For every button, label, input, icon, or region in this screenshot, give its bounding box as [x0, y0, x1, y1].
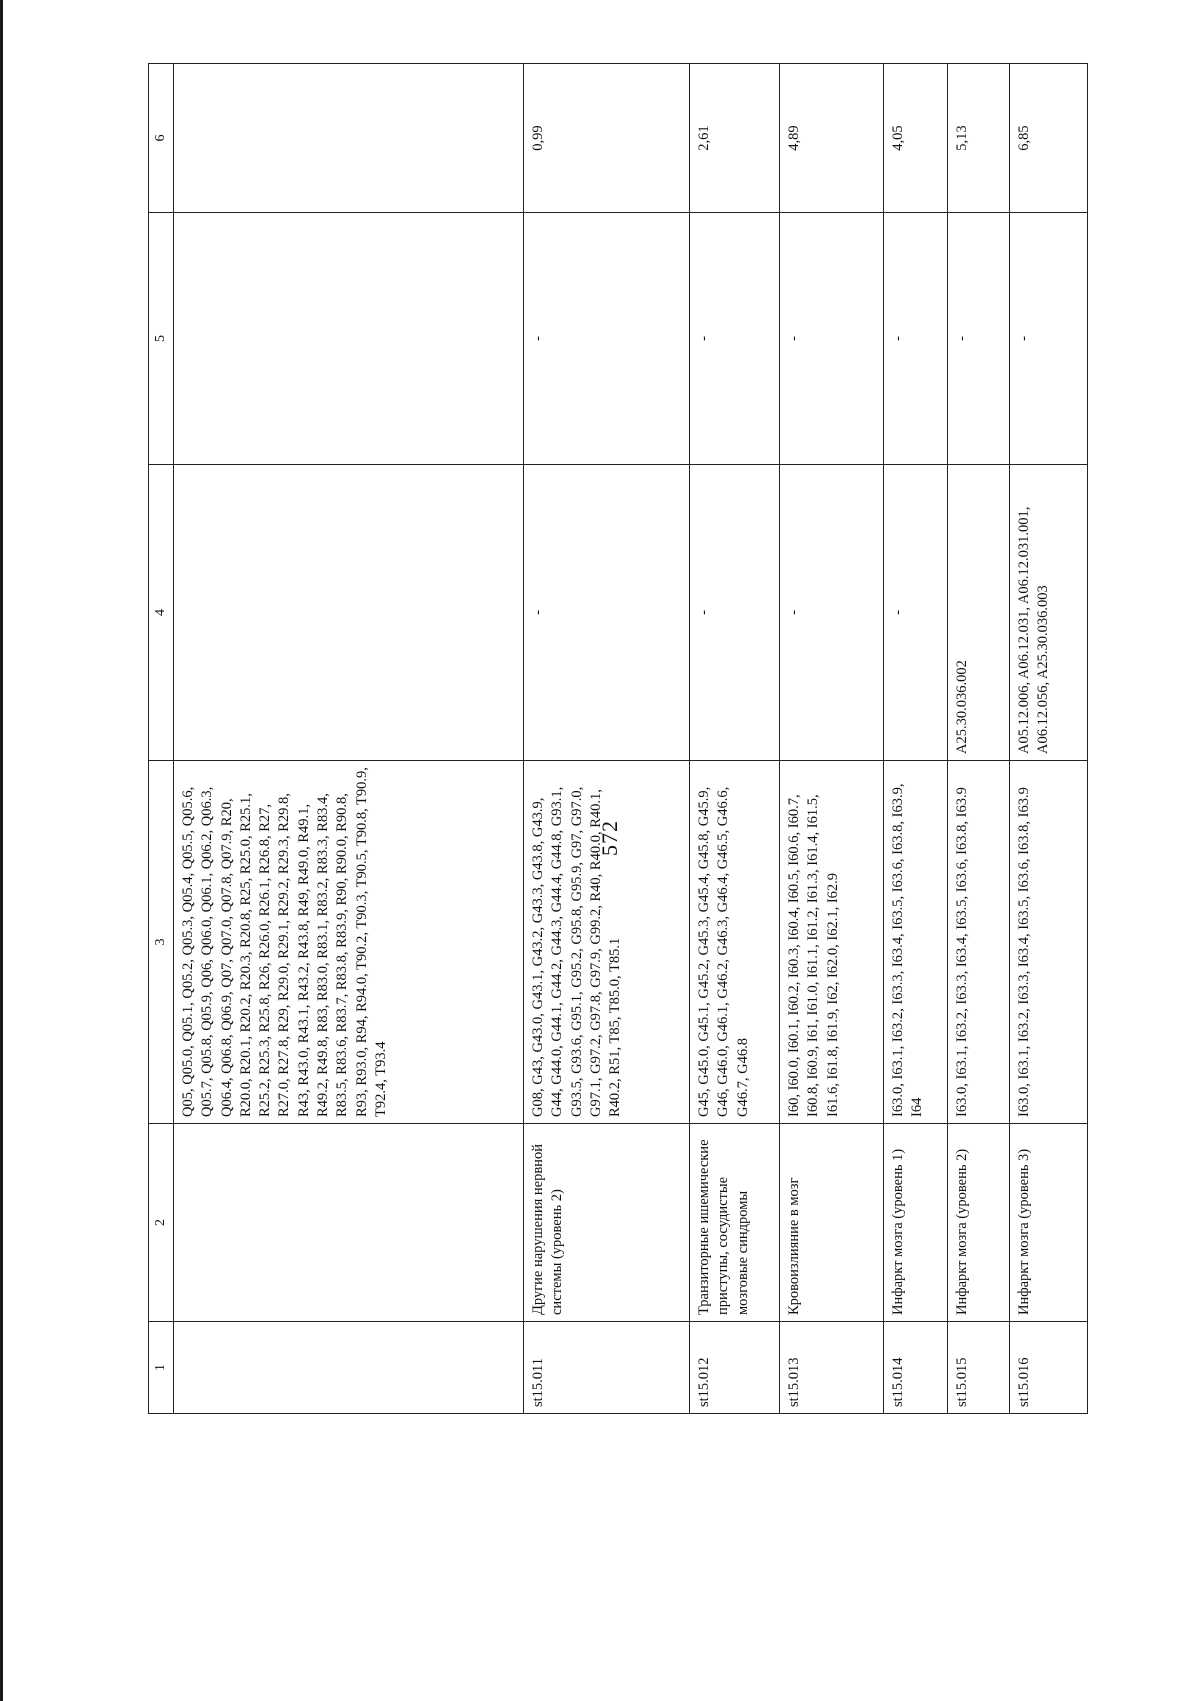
table-row-continuation — [174, 64, 524, 1414]
header-cell: 5 — [149, 213, 174, 465]
code-cell: st15.011 — [524, 1322, 690, 1414]
diagnoses-cell: I63.0, I63.1, I63.2, I63.3, I63.4, I63.5, I63.6, I63.8, I63.9 — [1010, 761, 1088, 1124]
services-cell: - — [524, 465, 690, 761]
table-row — [884, 64, 948, 1414]
name-cell: Инфаркт мозга (уровень 1) — [884, 1124, 948, 1322]
table-row — [524, 64, 690, 1414]
services-cell — [174, 465, 524, 761]
col5-cell: - — [690, 213, 780, 465]
scan-edge — [0, 0, 3, 1701]
code-cell: st15.016 — [1010, 1322, 1088, 1414]
code-cell: st15.015 — [948, 1322, 1010, 1414]
coef-cell — [174, 64, 524, 213]
table-row — [690, 64, 780, 1414]
table-row — [948, 64, 1010, 1414]
services-cell: A25.30.036.002 — [948, 465, 1010, 761]
header-cell: 1 — [149, 1322, 174, 1414]
coef-cell: 4,89 — [780, 64, 884, 213]
name-cell: Другие нарушения нервной системы (уровень 2) — [524, 1124, 690, 1322]
diagnoses-cell: I60, I60.0, I60.1, I60.2, I60.3, I60.4, I60.5, I60.6, I60.7, I60.8, I60.9, I61, I61.0, I61.1, I61.2, I61.3, I61.4, I61.5, I61.6, I61.8, I61.9, I62, I62.0, I62.1, I62.9 — [780, 761, 884, 1124]
name-cell: Кровоизлияние в мозг — [780, 1124, 884, 1322]
code-cell: st15.012 — [690, 1322, 780, 1414]
coef-cell: 4,05 — [884, 64, 948, 213]
services-cell: - — [690, 465, 780, 761]
table-row — [780, 64, 884, 1414]
services-cell: - — [884, 465, 948, 761]
header-cell: 6 — [149, 64, 174, 213]
coef-cell: 6,85 — [1010, 64, 1088, 213]
diagnoses-cell: G45, G45.0, G45.1, G45.2, G45.3, G45.4, G45.8, G45.9, G46, G46.0, G46.1, G46.2, G46.3, G46.4, G46.5, G46.6, G46.7, G46.8 — [690, 761, 780, 1124]
diagnoses-cell: Q05, Q05.0, Q05.1, Q05.2, Q05.3, Q05.4, Q05.5, Q05.6, Q05.7, Q05.8, Q05.9, Q06, Q06.0, Q06.1, Q06.2, Q06.3, Q06.4, Q06.8, Q06.9, Q07, Q07.0, Q07.8, Q07.9, R20, R20.0, R20.1, R20.2, R20.3, R20.8, R25, R25.0, R25.1, R25.2, R25.3, R25.8, R26, R26.0, R26.1, R26.8, R27, R27.0, R27.8, R29, R29.0, R29.1, R29.2, R29.3, R29.8, R43, R43.0, R43.1, R43.2, R43.8, R49, R49.0, R49.1, R49.2, R49.8, R83, R83.0, R83.1, R83.2, R83.3, R83.4, R83.5, R83.6, R83.7, R83.8, R83.9, R90, R90.0, R90.8, R93, R93.0, R94, R94.0, T90.2, T90.3, T90.5, T90.8, T90.9, T92.4, T93.4 — [174, 761, 524, 1124]
col5-cell — [174, 213, 524, 465]
header-cell: 2 — [149, 1124, 174, 1322]
name-cell — [174, 1124, 524, 1322]
col5-cell: - — [1010, 213, 1088, 465]
coef-cell: 5,13 — [948, 64, 1010, 213]
tariff-table — [148, 63, 1088, 1414]
col5-cell: - — [884, 213, 948, 465]
services-cell: A05.12.006, A06.12.031, A06.12.031.001, A06.12.056, A25.30.036.003 — [1010, 465, 1088, 761]
name-cell: Транзиторные ишемические приступы, сосудистые мозговые синдромы — [690, 1124, 780, 1322]
code-cell — [174, 1322, 524, 1414]
page-number: 572 — [597, 820, 622, 856]
coef-cell: 2,61 — [690, 64, 780, 213]
diagnoses-cell: I63.0, I63.1, I63.2, I63.3, I63.4, I63.5, I63.6, I63.8, I63.9, I64 — [884, 761, 948, 1124]
col5-cell: - — [524, 213, 690, 465]
header-cell: 3 — [149, 761, 174, 1124]
services-cell: - — [780, 465, 884, 761]
code-cell: st15.013 — [780, 1322, 884, 1414]
col5-cell: - — [948, 213, 1010, 465]
diagnoses-cell: G08, G43, G43.0, G43.1, G43.2, G43.3, G43.8, G43.9, G44, G44.0, G44.1, G44.2, G44.3, G44.4, G44.8, G93.1, G93.5, G93.6, G95.1, G95.2, G95.8, G95.9, G97, G97.0, G97.1, G97.2, G97.8, G97.9, G99.2, R40, R40.0, R40.1, R40.2, R51, T85, T85.0, T85.1 — [524, 761, 690, 1124]
code-cell: st15.014 — [884, 1322, 948, 1414]
table-row — [1010, 64, 1088, 1414]
diagnoses-cell: I63.0, I63.1, I63.2, I63.3, I63.4, I63.5, I63.6, I63.8, I63.9 — [948, 761, 1010, 1124]
header-row — [149, 64, 174, 1414]
header-cell: 4 — [149, 465, 174, 761]
coef-cell: 0,99 — [524, 64, 690, 213]
rotated-table-container — [148, 64, 1082, 1414]
col5-cell: - — [780, 213, 884, 465]
name-cell: Инфаркт мозга (уровень 3) — [1010, 1124, 1088, 1322]
name-cell: Инфаркт мозга (уровень 2) — [948, 1124, 1010, 1322]
